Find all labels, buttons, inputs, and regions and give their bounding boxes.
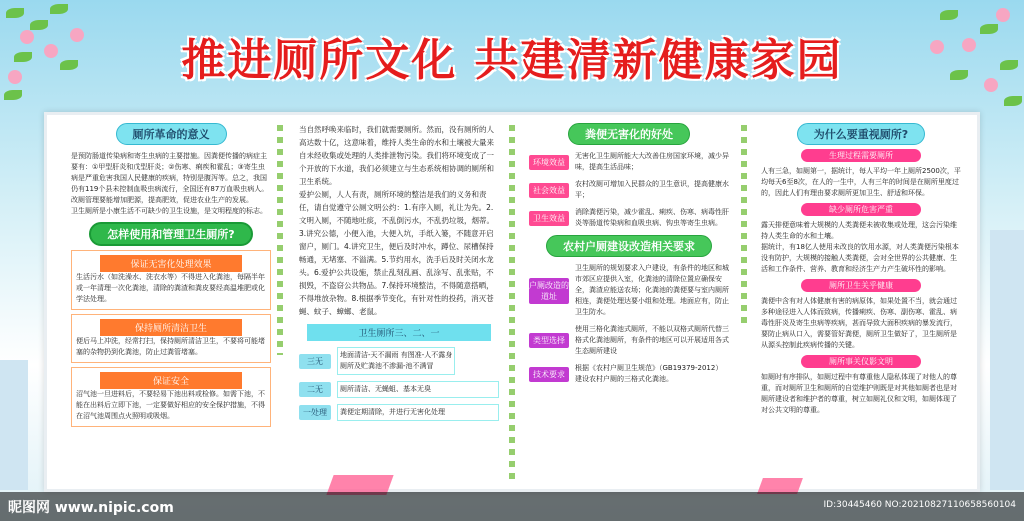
text-social: 农村改厕可增加入民群众的卫生意识，提高健康水平； — [575, 180, 729, 199]
tag-health: 卫生效益 — [529, 211, 569, 226]
meaning-intro: 是预防肠道传染病和寄生虫病的主要措施。因粪便传播的病症主要有：①甲型肝炎和戊型肝炎；②伤寒、痢疾和霍乱；③寄生虫病是严重危害我国人民健康的疾病，特别是腹泻等。总之，我国仍有119个县未控制血吸虫病流行，全国还有87万血吸虫病人。 — [71, 152, 269, 193]
text-yi-chuli: 粪便定期清除，并进行无害化处理 — [337, 404, 499, 421]
heading-why: 为什么要重视厕所? — [797, 123, 925, 145]
vine-decoration — [277, 125, 283, 355]
tag-social: 社会效益 — [529, 183, 569, 198]
tag-er-wu: 二无 — [299, 382, 331, 397]
meaning-intro-2: 改厕管理要能增加肥源，提高肥效，促进农业生产的发展。 — [71, 196, 253, 204]
text-health: 消除粪便污染，减少霍乱、痢疾、伤寒、病毒性肝炎等肠道传染病和血吸虫病、钩虫等寄生虫病。 — [575, 208, 729, 227]
usage-box-1 — [71, 250, 271, 310]
building-left — [0, 360, 28, 490]
usage-label-1: 保证无害化处理效果 — [100, 255, 242, 272]
tag-environment: 环境效益 — [529, 155, 569, 170]
usage-text-3: 沼气池一旦进料后，不要轻易下池出料或检修。如需下池，不能在出料后立即下池，一定要做好相应的安全保护措施，不得在沼气池周围点火照明或吸烟。 — [76, 390, 265, 420]
text-environment: 无害化卫生厕所能大大改善住房国家环境，减少异味，提高生活品味； — [575, 152, 729, 171]
usage-label-3: 保证安全 — [100, 372, 242, 389]
page-title: 推进厕所文化 共建清新健康家园 — [181, 35, 843, 86]
etiquette-p1: 当自然呼唤来临时，我们就需要厕所。然而，没有厕所的人高达数十亿，这意味着，维持人类生命的水和土壤被大量来自未经收集或处理的人类排泄物污染。我们将环境变成了一个开放的下水道，我们必须建立与生态系统相协调的厕所和卫生系统。 — [299, 125, 494, 186]
why-label-1: 生理过程需要厕所 — [801, 149, 921, 162]
why-text-3: 粪便中含有对人体健康有害的病原体，如果处置不当，就会通过多种途径进入人体而致病，传播痢疾、伤寒、副伤寒、霍乱、病毒性肝炎及寄生虫病等疾病，甚而导致大面积疾病的暴发流行，要防止病从口入，需要管好粪便，厕所卫生做好了，卫生厕所是从源头控制此疾病传播的关键。 — [761, 297, 957, 349]
usage-label-2: 保持厕所清洁卫生 — [100, 319, 242, 336]
why-text-1: 人有三急，如厕第一，据统计，每人平均一年上厕所2500次，平均每天6至8次，在人的一生中，人有三年的时间是在厕所里度过的，因此人们有理由要求厕所更加卫生、舒适和环保。 — [761, 167, 961, 197]
why-text-2: 露天排便意味着大规模的人类粪便未被收集或处理，这会污染维持人类生命的水和土壤。 据统计，有18亿人使用未改良的饮用水源，对人类粪便污染根本没有防护，大规模的接触人类粪便，会对全世界的公共健康、生活和工作条件、营养、教育和经济生产力产生破坏性的影响。 — [761, 221, 959, 273]
heading-benefits: 粪便无害化的好处 — [568, 123, 690, 145]
banner-three-two-one: 卫生厕所三、二、一 — [307, 324, 491, 341]
usage-text-1: 生活污水（如洗澡水、洗衣水等）不得进入化粪池，每隔半年或一年清理一次化粪池，清除的粪渣和粪皮要经高温堆肥或化学法处理。 — [76, 273, 265, 303]
usage-box-3 — [71, 367, 271, 427]
text-er-wu: 厕所清洁、无蝇蛆、基本无臭 — [337, 381, 499, 398]
why-label-4: 厕所事关仪影文明 — [801, 355, 921, 368]
text-san-wu: 地面清洁-天不漏雨 有图准-人不露身 厕所及贮粪池不渗漏-池不满冒 — [337, 347, 455, 375]
column-benefits — [529, 123, 729, 481]
text-site: 卫生厕所的规划要求入户建设，有条件的地区和城市郊区应提供入室，化粪池的清除位置应确保安全，粪渣应能送农场；化粪池的粪便要与室内厕所相连，粪便处理达要小组和处理。地面应有，防止卫生防水。 — [575, 264, 729, 316]
column-etiquette — [299, 123, 499, 481]
why-label-2: 缺少厕所危害严重 — [801, 203, 921, 216]
usage-box-2 — [71, 314, 271, 363]
content-board — [44, 112, 980, 492]
tag-technical: 技术要求 — [529, 367, 569, 382]
heading-meaning: 厕所革命的意义 — [116, 123, 227, 145]
etiquette-p2: 爱护公厕，人人有责，厕所环境的整洁是我们的义务和责任，请自觉遵守公厕文明公约：1.有序入厕，礼让为先。2.文明入厕，不随地吐痰，不乱倒污水，不乱扔垃圾，烟蒂。3.讲究公德，小便入池，大便入坑，手纸入篓，不随意开启窗户，厕门。4.讲究卫生，便后及时冲水，蹲位、尿槽保持畅通，无堵塞、不溢满。5.节约用水，洗手后及时关闭水龙头。6.爱护公共设施，禁止乱刻乱画、乱涂写、乱张贴，不损毁，不盗窃公共物品。7.保持环境整洁，不得随意搭晒，不得堆放杂物。8.根据季节变化，有针对性的投药，消灭苍蝇、蚊子、蟑螂、老鼠。 — [299, 190, 494, 316]
heading-requirements: 农村户厕建设改造相关要求 — [546, 235, 712, 257]
tag-yi-chuli: 一处理 — [299, 405, 331, 420]
watermark-id: ID:30445460 NO:20210827110658560104 — [823, 500, 1016, 510]
column-why — [761, 123, 961, 481]
tag-site: 户厕改造的道址 — [529, 278, 569, 304]
heading-how-to-use: 怎样使用和管理卫生厕所? — [89, 222, 252, 246]
meaning-intro-3: 卫生厕所是小康生活不可缺少的卫生设施，是文明程度的标志。 — [71, 207, 267, 215]
text-technical: 根据《农村户厕卫生规范》（GB19379-2012）建设农村户厕的三格式化粪池。 — [575, 364, 723, 383]
usage-text-2: 便后马上冲洗，经常打扫，保持厕所清洁卫生，不要将可能堵塞的杂物扔到化粪池，防止过粪管堵塞。 — [76, 337, 265, 356]
vine-decoration-3 — [741, 125, 747, 325]
why-label-3: 厕所卫生关乎健康 — [801, 279, 921, 292]
building-right — [990, 230, 1024, 490]
column-meaning — [71, 123, 271, 481]
vine-decoration-2 — [509, 125, 515, 485]
why-text-4: 如厕时有序排队，如厕过程中有尊重他人隐私体现了对他人的尊重，而对厕所卫生和厕所的自觉维护则既是对其他如厕者也是对厕所建设者和维护者的尊重，树立如厕礼仪和文明，如厕体现了对公共文明的尊重。 — [761, 373, 957, 414]
tag-type: 类型选择 — [529, 333, 569, 348]
tag-san-wu: 三无 — [299, 354, 331, 369]
text-type: 使用三格化粪池式厕所，不能以双格式厕所代替三格式化粪池厕所，有条件的地区可以开展适用各式生态厕所建设 — [575, 325, 729, 355]
watermark-logo: 昵图网 www.nipic.com — [8, 500, 174, 516]
